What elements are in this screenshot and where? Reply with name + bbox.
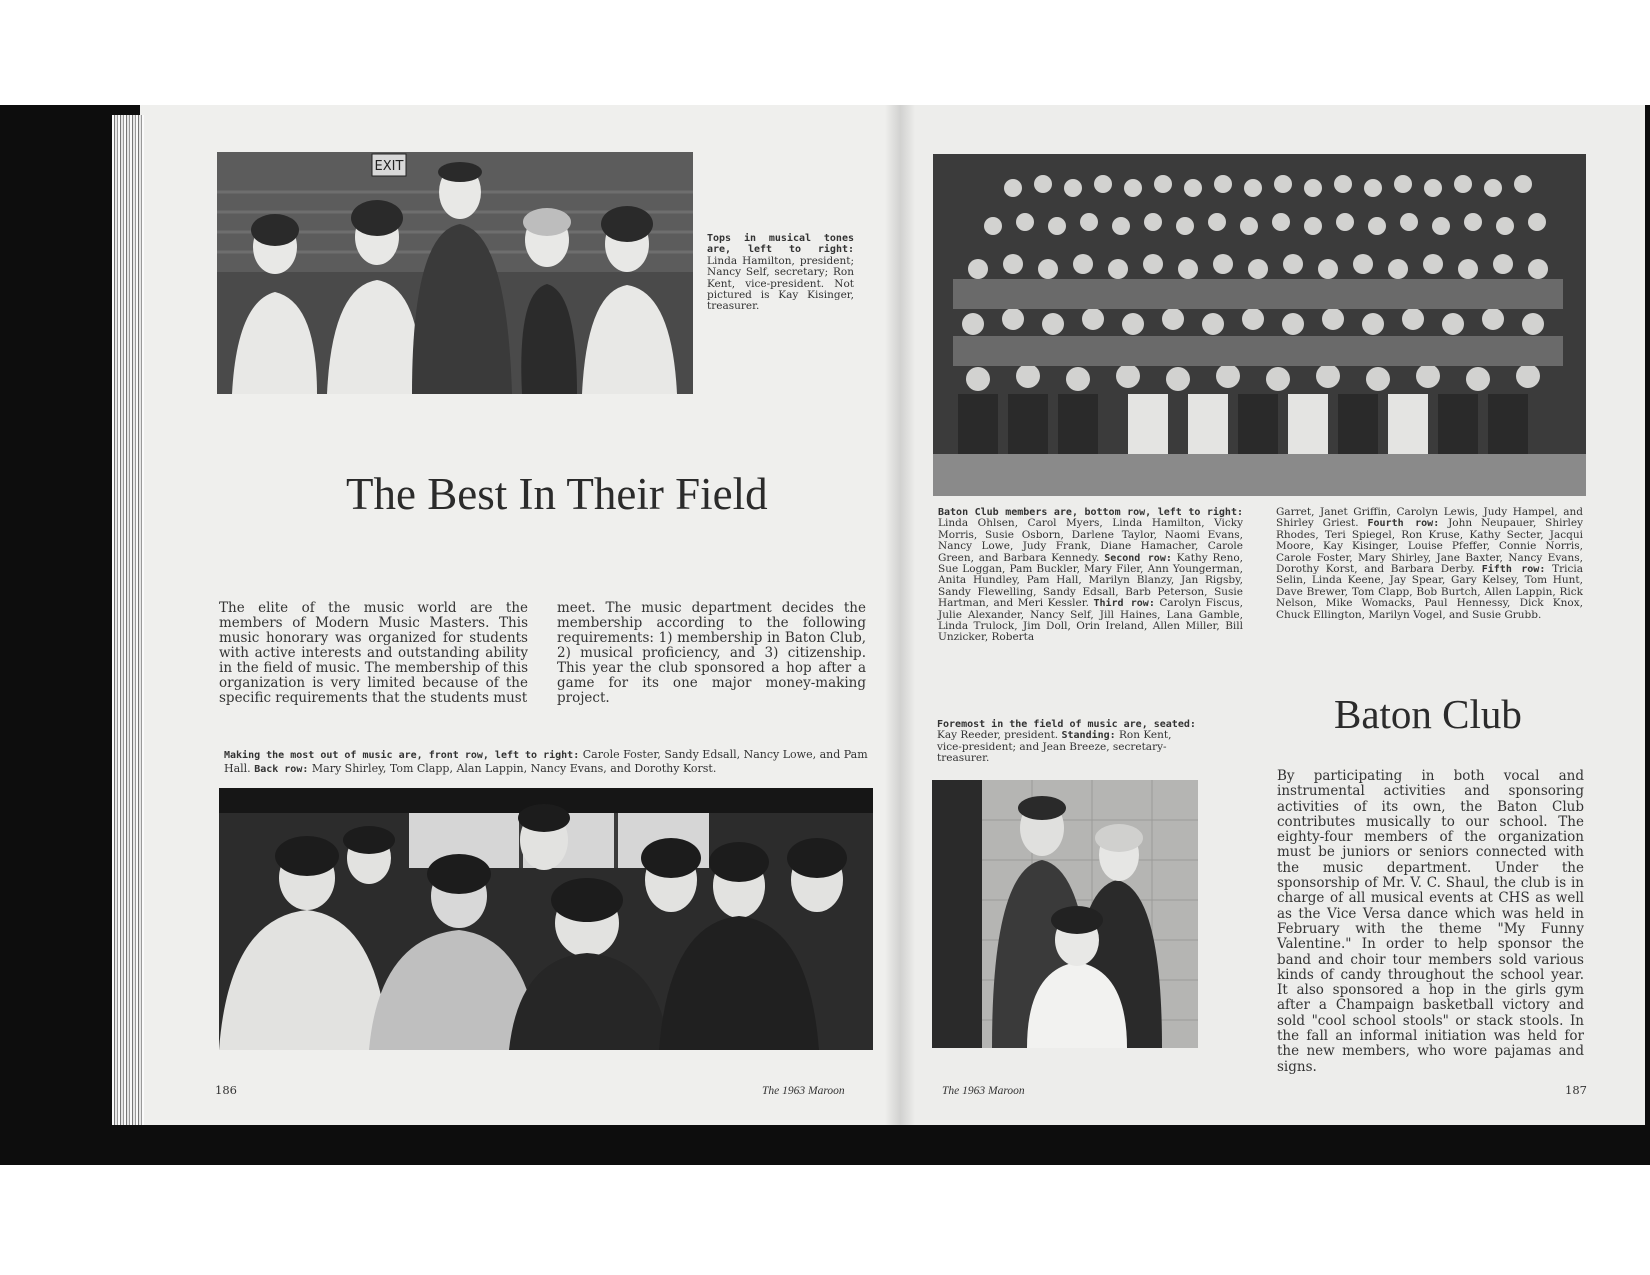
baton-officers-t1: Kay Reeder, president. bbox=[937, 729, 1059, 742]
baton-officers-t2: Ron Kent, vice-president; and Jean Breeze, secretary-treasurer. bbox=[937, 729, 1172, 765]
left-page-number: 186 bbox=[215, 1083, 237, 1097]
officers-caption bbox=[707, 233, 854, 313]
baton-club-group-photo bbox=[933, 154, 1586, 496]
right-page-number: 187 bbox=[1565, 1083, 1587, 1097]
baton-officers-lead: Foremost in the field of music are, seated: bbox=[937, 719, 1196, 730]
book-gutter bbox=[885, 105, 915, 1125]
book-page-edges bbox=[112, 115, 144, 1125]
left-footer-title bbox=[762, 1083, 845, 1097]
left-footer-title-text: The 1963 Maroon bbox=[762, 1085, 845, 1097]
body-column-2: meet. The music department decides the membership according to the following requirements: 1) membership in Baton Club, 2) musical proficiency, and 3) citizenship. This year the club sponsored a hop after a game for its one major money-making project. bbox=[557, 600, 866, 706]
right-footer-title-text: The 1963 Maroon bbox=[942, 1085, 1025, 1097]
baton-members-caption-col1 bbox=[938, 507, 1243, 644]
members-bottom-row: Linda Ohlsen, Carol Myers, Linda Hamilton, Vicky Morris, Susie Osborn, Darlene Taylor, Naomi Evans, Nancy Lowe, Judy Frank, Diane Hamacher, Carole Green, and Barbara Kennedy. bbox=[938, 517, 1243, 564]
group-photo-caption bbox=[224, 749, 874, 776]
page-title-baton-club: Baton Club bbox=[1334, 691, 1522, 737]
members-fifth-row: Tricia Selin, Linda Keene, Jay Spear, Gary Kelsey, Tom Hunt, Dave Brewer, Tom Clapp, Bob Burtch, Allen Lappin, Rick Nelson, Mike Womacks, Paul Hennessy, Dick Knox, Chuck Ellington, Marilyn Vogel, and Susie Grubb. bbox=[1276, 563, 1583, 621]
members-fifth-row-lead: Fifth row: bbox=[1481, 564, 1546, 576]
baton-officers-lead2: Standing: bbox=[1061, 730, 1116, 742]
music-masters-photo bbox=[219, 788, 873, 1050]
members-caption-lead: Baton Club members are, bottom row, left to right: bbox=[938, 507, 1243, 518]
exit-sign-text: EXIT bbox=[374, 159, 404, 174]
officers-caption-text: Linda Hamilton, president; Nancy Self, secretary; Ron Kent, vice-president. Not pictured is Kay Kisinger, treasurer. bbox=[707, 254, 854, 313]
members-third-row: Carolyn Fiscus, Julie Alexander, Nancy Self, Jill Haines, Lana Gamble, Linda Trulock, Jim Doll, Orin Ireland, Allen Miller, Bill Unzicker, Roberta bbox=[938, 597, 1243, 644]
group-caption-lead2: Back row: bbox=[254, 763, 309, 775]
right-footer-title bbox=[942, 1083, 1025, 1097]
baton-officers-photo bbox=[932, 780, 1198, 1048]
baton-club-body: By participating in both vocal and instrumental activities and sponsoring activities of its own, the Baton Club contributes musically to our school. The eighty-four members of the organization must be juniors or seniors connected with the music department. Under the sponsorship of Mr. V. C. Shaul, the club is in charge of all musical events at CHS as well as the Vice Versa dance which was held in February with the theme "My Funny Valentine." In order to help sponsor the band and choir tour members sold various kinds of candy throughout the school year. It also sponsored a hop in the girls gym after a Champaign basketball victory and sold "cool school stools" or stack stools. In the fall an informal initiation was held for the new members, who wore pajamas and signs. bbox=[1277, 768, 1584, 1075]
baton-officers-caption bbox=[937, 719, 1197, 765]
members-fourth-row-lead: Fourth row: bbox=[1367, 518, 1440, 530]
group-caption-lead: Making the most out of music are, front row, left to right: bbox=[224, 750, 580, 761]
members-third-row-lead: Third row: bbox=[1093, 598, 1155, 610]
members-second-row: Kathy Reno, Sue Loggan, Pam Buckler, Mary Filer, Ann Youngerman, Anita Hundley, Pam Hall, Marilyn Blanzy, Jan Rigsby, Sandy Flewelling, Sandy Edsall, Barb Peterson, Susie Hartman, and Meri Kessler. bbox=[938, 551, 1244, 610]
group-caption-text2: Mary Shirley, Tom Clapp, Alan Lappin, Nancy Evans, and Dorothy Korst. bbox=[311, 761, 717, 775]
officers-photo bbox=[217, 152, 693, 394]
members-second-row-lead: Second row: bbox=[1104, 552, 1172, 564]
body-column-1: The elite of the music world are the members of Modern Music Masters. This music honorary was organized for students with active interests and outstanding ability in the field of music. The membership of this organization is very limited because of the specific requirements that the students must bbox=[219, 600, 528, 706]
page-title-best-in-field: The Best In Their Field bbox=[346, 469, 768, 519]
baton-members-caption-col2 bbox=[1276, 507, 1583, 621]
group-caption-text1: Carole Foster, Sandy Edsall, Nancy Lowe, and Pam Hall. bbox=[224, 748, 868, 775]
members-fourth-row: John Neupauer, Shirley Rhodes, Teri Spiegel, Ron Kruse, Kathy Secter, Jacqui Moore, Kay Kisinger, Louise Pfeffer, Connie Norris, Carole Foster, Mary Shirley, Jane Baxter, Nancy Evans, Dorothy Korst, and Barbara Derby. bbox=[1276, 517, 1584, 576]
members-third-row-cont: Garret, Janet Griffin, Carolyn Lewis, Judy Hampel, and Shirley Griest. bbox=[1276, 506, 1583, 530]
officers-caption-lead: Tops in musical tones are, left to right: bbox=[707, 233, 854, 256]
